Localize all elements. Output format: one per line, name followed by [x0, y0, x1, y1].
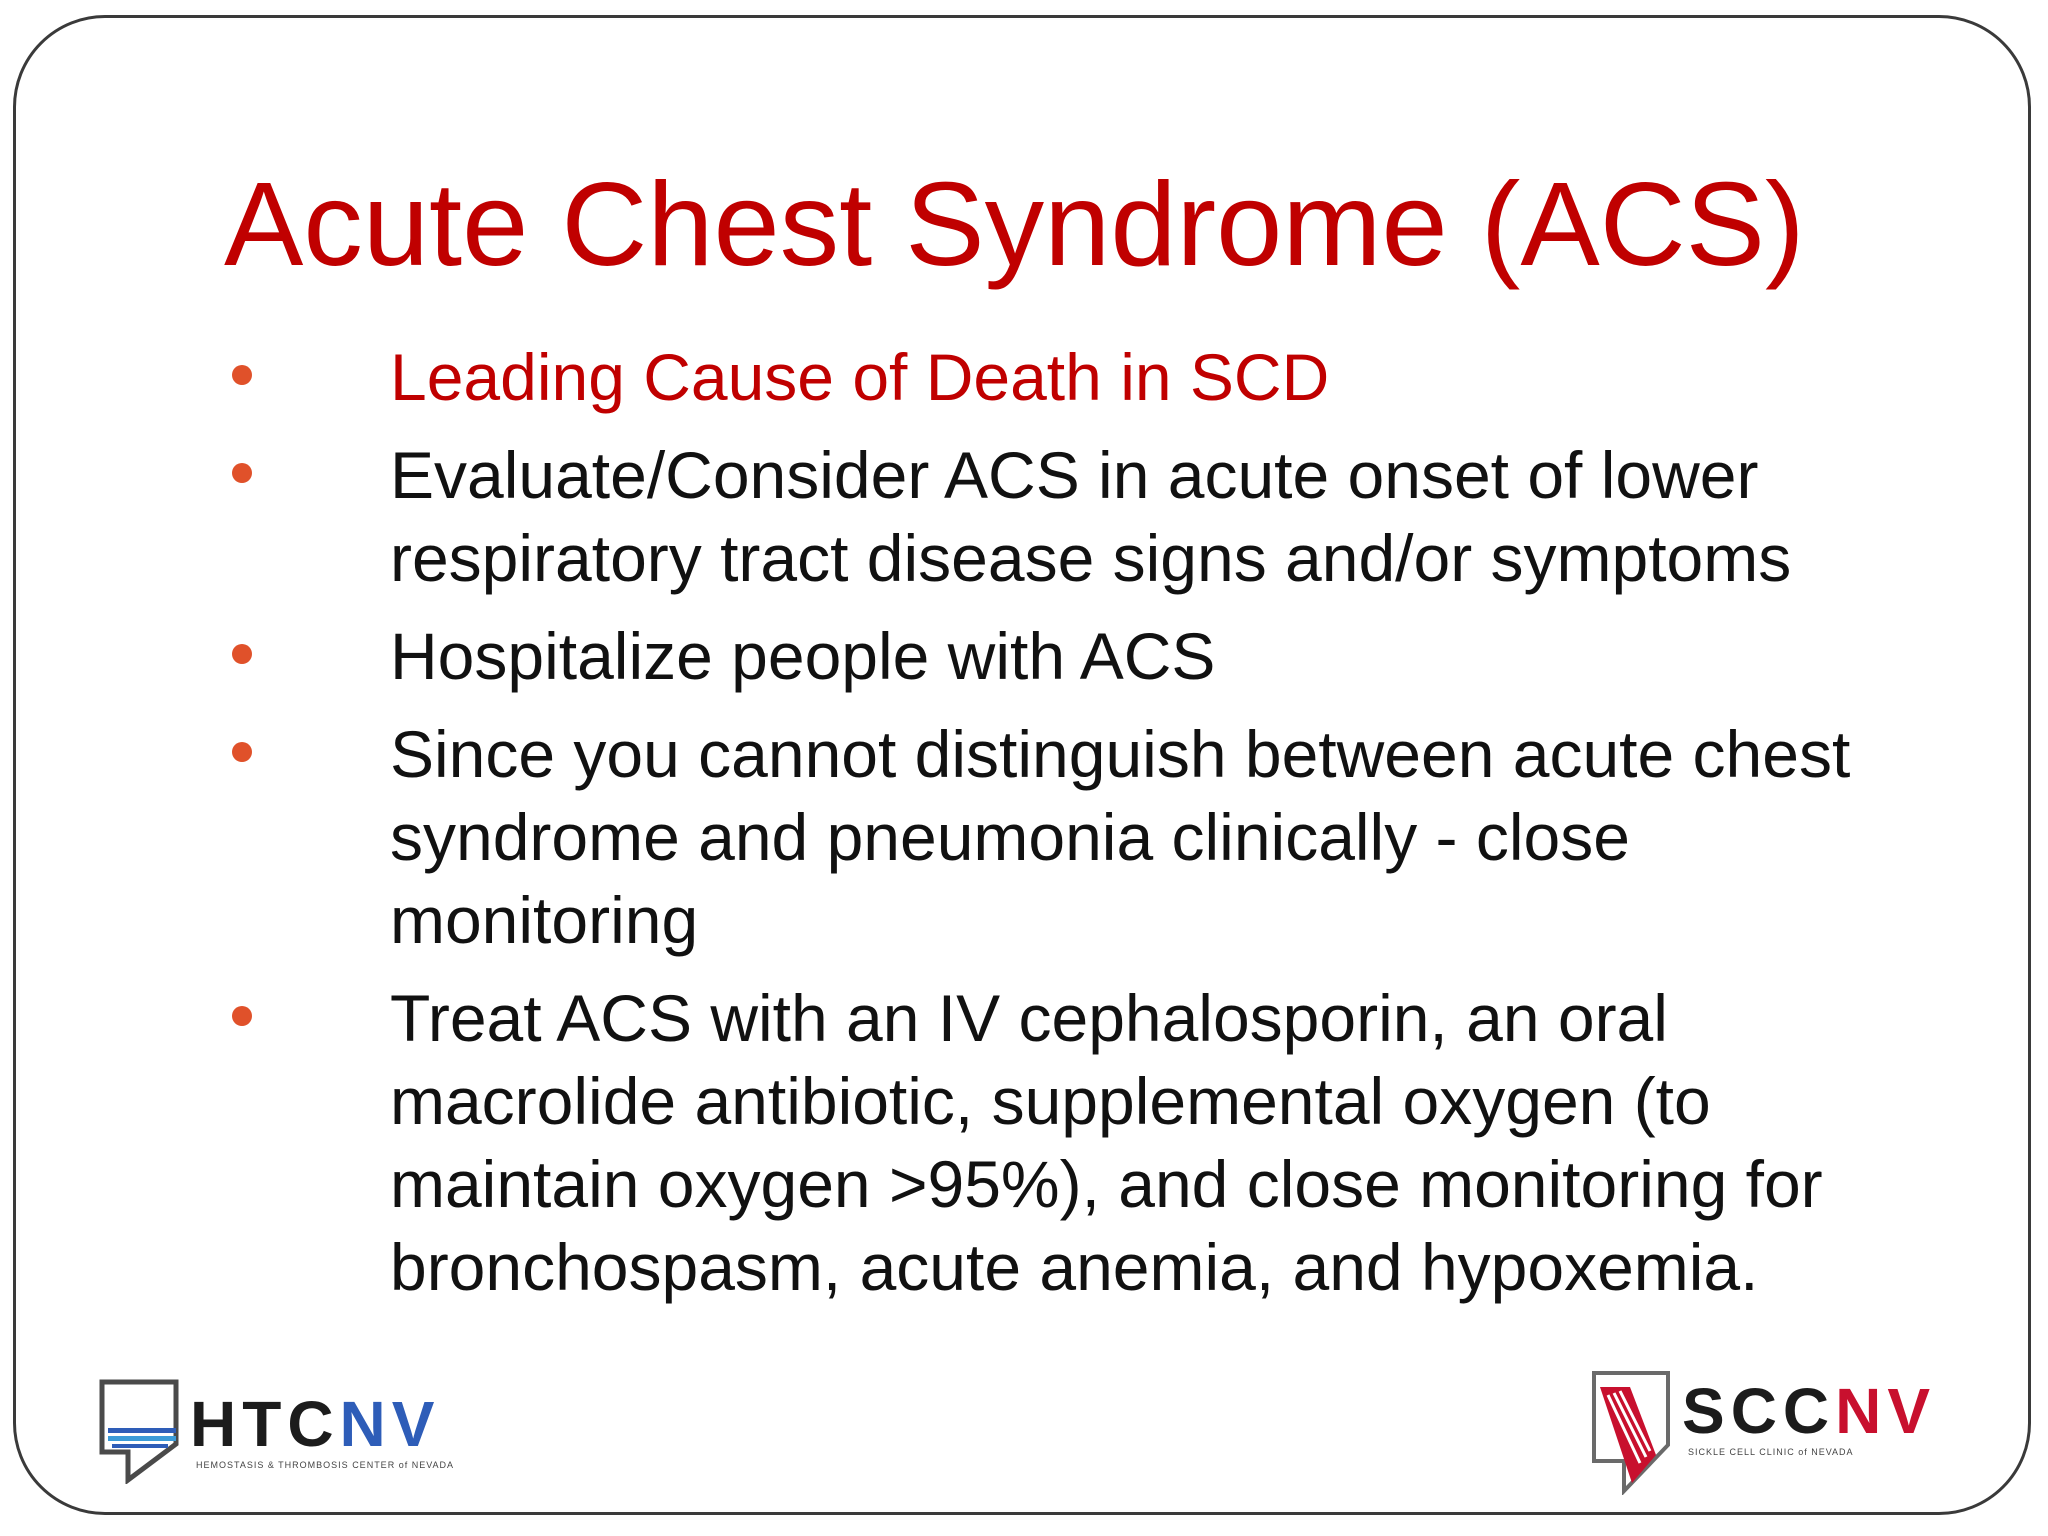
slide-title: Acute Chest Syndrome (ACS) [224, 158, 1805, 291]
bullet-item [0, 977, 1940, 1309]
nevada-state-striped-icon [1590, 1365, 1672, 1495]
logo-subtitle: HEMOSTASIS & THROMBOSIS CENTER of NEVADA [196, 1460, 455, 1470]
bullet-list [0, 336, 2048, 1324]
bullet-dot-icon [232, 644, 252, 664]
bullet-text: Since you cannot distinguish between acute chest syndrome and pneumonia clinically - close monitoring [390, 717, 1851, 957]
logo-word-nv: NV [1835, 1375, 1937, 1447]
bullet-item [0, 713, 1940, 962]
bullet-dot-icon [232, 1006, 252, 1026]
logo-word-htc: HTC [190, 1388, 340, 1460]
bullet-text: Evaluate/Consider ACS in acute onset of lower respiratory tract disease signs and/or symptoms [390, 438, 1792, 595]
nevada-state-outline-icon [98, 1378, 180, 1484]
bullet-dot-icon [232, 742, 252, 762]
bullet-item [0, 615, 1940, 698]
htcnv-logo [98, 1378, 454, 1484]
bullet-item [0, 434, 1940, 600]
bullet-text: Hospitalize people with ACS [390, 619, 1216, 693]
bullet-text: Treat ACS with an IV cephalosporin, an oral macrolide antibiotic, supplemental oxygen (to maintain oxygen >95%), and close monitoring for bronchospasm, acute anemia, and hypoxemia. [390, 981, 1823, 1304]
bullet-text: Leading Cause of Death in SCD [390, 340, 1330, 414]
bullet-item [0, 336, 1940, 419]
logo-word-nv: NV [339, 1388, 441, 1460]
logo-subtitle: SICKLE CELL CLINIC of NEVADA [1688, 1447, 1854, 1457]
sccnv-logo [1590, 1365, 1936, 1495]
bullet-dot-icon [232, 365, 252, 385]
logo-word-scc: SCC [1682, 1375, 1836, 1447]
bullet-dot-icon [232, 463, 252, 483]
